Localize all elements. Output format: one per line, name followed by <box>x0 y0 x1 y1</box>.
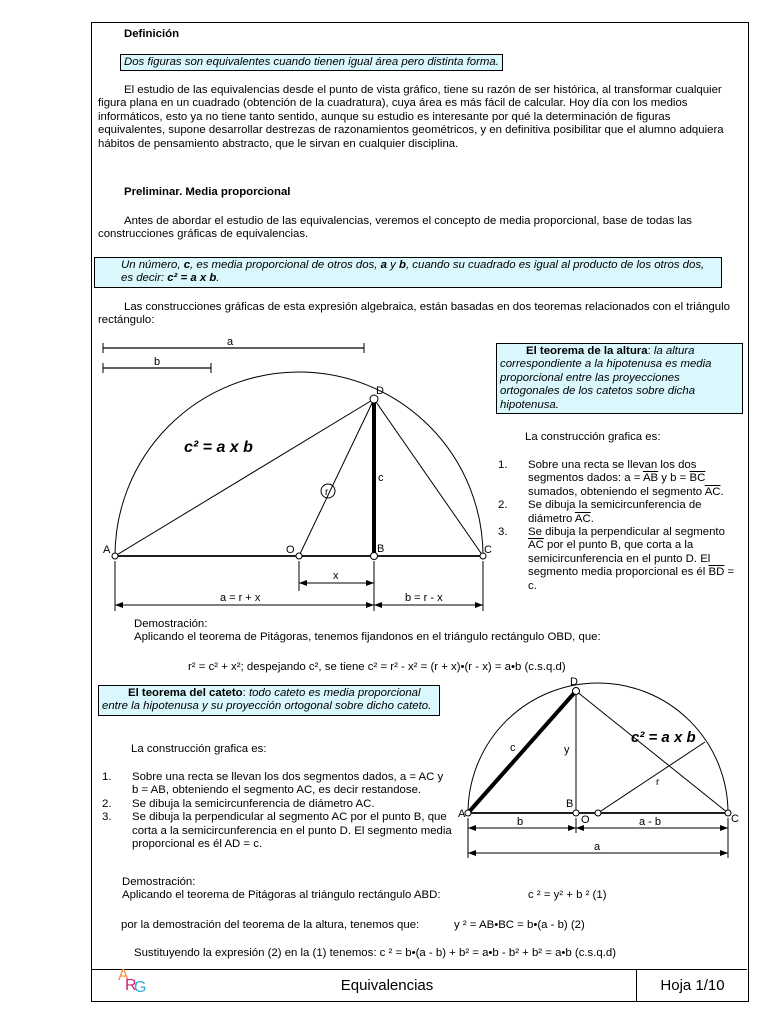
cateto-theorem-box: El teorema del cateto: todo cateto es media proporcional entre la hipotenusa y su proyección ortogonal sobre dicho cateto. <box>98 685 440 716</box>
point-d-label: D <box>376 385 384 397</box>
preliminar-heading: Preliminar. Media proporcional <box>124 186 291 198</box>
point-a-label-2: A <box>458 808 466 820</box>
altura-demo-text: Aplicando el teorema de Pitágoras, tenemos fijandonos en el triángulo rectángulo OBD, que: <box>134 631 601 643</box>
preliminar-intro: Las construcciones gráficas de esta expresión algebraica, están basadas en dos teoremas relacionados con el triángulo rectángulo: <box>98 301 730 327</box>
definition-paragraph: El estudio de las equivalencias desde el punto de vista gráfico, tiene su razón de ser histórica, al transformar cualquier figura plana en un cuadrado (obtención de la cuadratura), cuya área es más fácil de calcular. Hoy día con los medios informáticos, esto ya no tiene tanto sentido, aunque su estudio es interesante por qué la determinación de figuras equivalentes, supone desarrollar destrezas de razonamientos geométricos, y en definitiva posibilitar que el alumno adquiera hábitos de pensamiento abstracto, que le sirvan en cualquier disciplina. <box>98 84 724 150</box>
preliminar-paragraph: Antes de abordar el estudio de las equivalencias, veremos el concepto de media proporcional, base de todas las construcciones gráficas de equivalencias. <box>98 215 692 241</box>
media-proporcional-definition: Un número, c, es media proporcional de otros dos, a y b, cuando su cuadrado es igual al producto de los otros dos, es decir: c² = a x b. <box>94 257 722 288</box>
dimension-a-label: a = r + x <box>220 592 261 604</box>
page-footer <box>92 969 747 1002</box>
altura-construction-label: La construcción grafica es: <box>525 431 661 443</box>
cateto-demo-text: Aplicando el teorema de Pitágoras al triángulo rectángulo ABD: <box>122 889 441 901</box>
cateto-formula: c² = a x b <box>631 729 696 746</box>
altura-figure <box>92 333 502 623</box>
definition-highlight: Dos figuras son equivalentes cuando tienen igual área pero distinta forma. <box>120 54 503 71</box>
footer-title: Equivalencias <box>340 977 434 994</box>
radius-r-label: r <box>325 487 329 498</box>
point-b-label: B <box>377 543 385 555</box>
altura-formula: c² = a x b <box>184 439 253 456</box>
cateto-line-3: Sustituyendo la expresión (2) en la (1) tenemos: c ² = b•(a - b) + b² = a•b - b² + b² = a•b (c.s.q.d) <box>134 947 617 959</box>
altura-demo-label: Demostración: <box>134 618 208 630</box>
point-b-label-2: B <box>566 798 574 810</box>
dimension-b-label: b = r - x <box>405 592 443 604</box>
point-a-label: A <box>103 544 111 556</box>
segment-x-label: x <box>333 570 339 582</box>
altura-step-1: 1. Sobre una recta se llevan los dos segmentos dados: $a = \overline{AB}$ y $b = \overline{BC}$ sumados, obteniendo el segmento $\overline{AC}$. <box>498 459 724 498</box>
cateto-construction-label: La construcción grafica es: <box>131 743 267 755</box>
altura-step-2: 2. Se dibuja la semicircunferencia de diámetro $\overline{AC}$. <box>498 499 702 525</box>
document-page <box>91 22 749 1002</box>
cateto-line-2: por la demostración del teorema de la altura, tenemos que: <box>121 919 420 931</box>
cateto-steps <box>102 771 452 851</box>
definition-heading: Definición <box>124 28 180 40</box>
cateto-step-1: 1. Sobre una recta se llevan los dos segmentos dados, a = AC y b = AB, obteniendo el segmento AC, es decir restandose. <box>102 771 444 797</box>
point-c-label: C <box>484 544 492 556</box>
point-c-label-2: C <box>731 813 739 825</box>
segment-a-label: a <box>227 336 234 348</box>
segment-c-label: c <box>378 472 384 484</box>
footer-page-number: Hoja 1/10 <box>636 970 748 1002</box>
dimension-a-minus-b-label: a - b <box>639 816 662 828</box>
segment-y-label: y <box>564 744 570 756</box>
altura-formula-line: r² = c² + x²; despejando c², se tiene c² = r² - x² = (r + x)•(r - x) = a•b (c.s.q.d) <box>188 661 566 673</box>
segment-b-label: b <box>154 356 161 368</box>
cateto-equation-2: y ² = AB•BC = b•(a - b) (2) <box>454 919 585 931</box>
radius-r-label-2: r <box>656 777 660 788</box>
altura-step-3: 3. Se dibuja la perpendicular al segmento $\overline{AC}$ por el punto B, que corta a la semicircunferencia en el punto D. El segmento media proporcional es él $\overline{BD} = c$. <box>498 526 735 592</box>
cateto-equation-1: c ² = y² + b ² (1) <box>528 889 607 901</box>
point-d-label-2: D <box>570 676 578 688</box>
altura-steps <box>498 459 740 593</box>
altura-theorem-box: El teorema de la altura: la altura correspondiente a la hipotenusa es media proporcional entre las proyecciones ortogonales de los catetos sobre dicha hipotenusa. <box>496 343 743 414</box>
cateto-step-2: 2. Se dibuja la semicircunferencia de diámetro AC. <box>102 797 375 810</box>
point-o-label: O <box>286 544 295 556</box>
cateto-figure <box>458 673 746 863</box>
cateto-demo-label: Demostración: <box>122 876 196 888</box>
point-o-label-2: O <box>581 814 590 826</box>
segment-c-label-2: c <box>510 742 516 754</box>
dimension-b-label-2: b <box>517 816 524 828</box>
cateto-step-3: 3. Se dibuja la perpendicular al segmento AC por el punto B, que corta a la semicircunferencia en el punto D. El segmento media proporcional es él AD = c. <box>102 811 452 851</box>
dimension-a-label-2: a <box>594 841 601 853</box>
arg-logo: A R G <box>118 967 147 996</box>
